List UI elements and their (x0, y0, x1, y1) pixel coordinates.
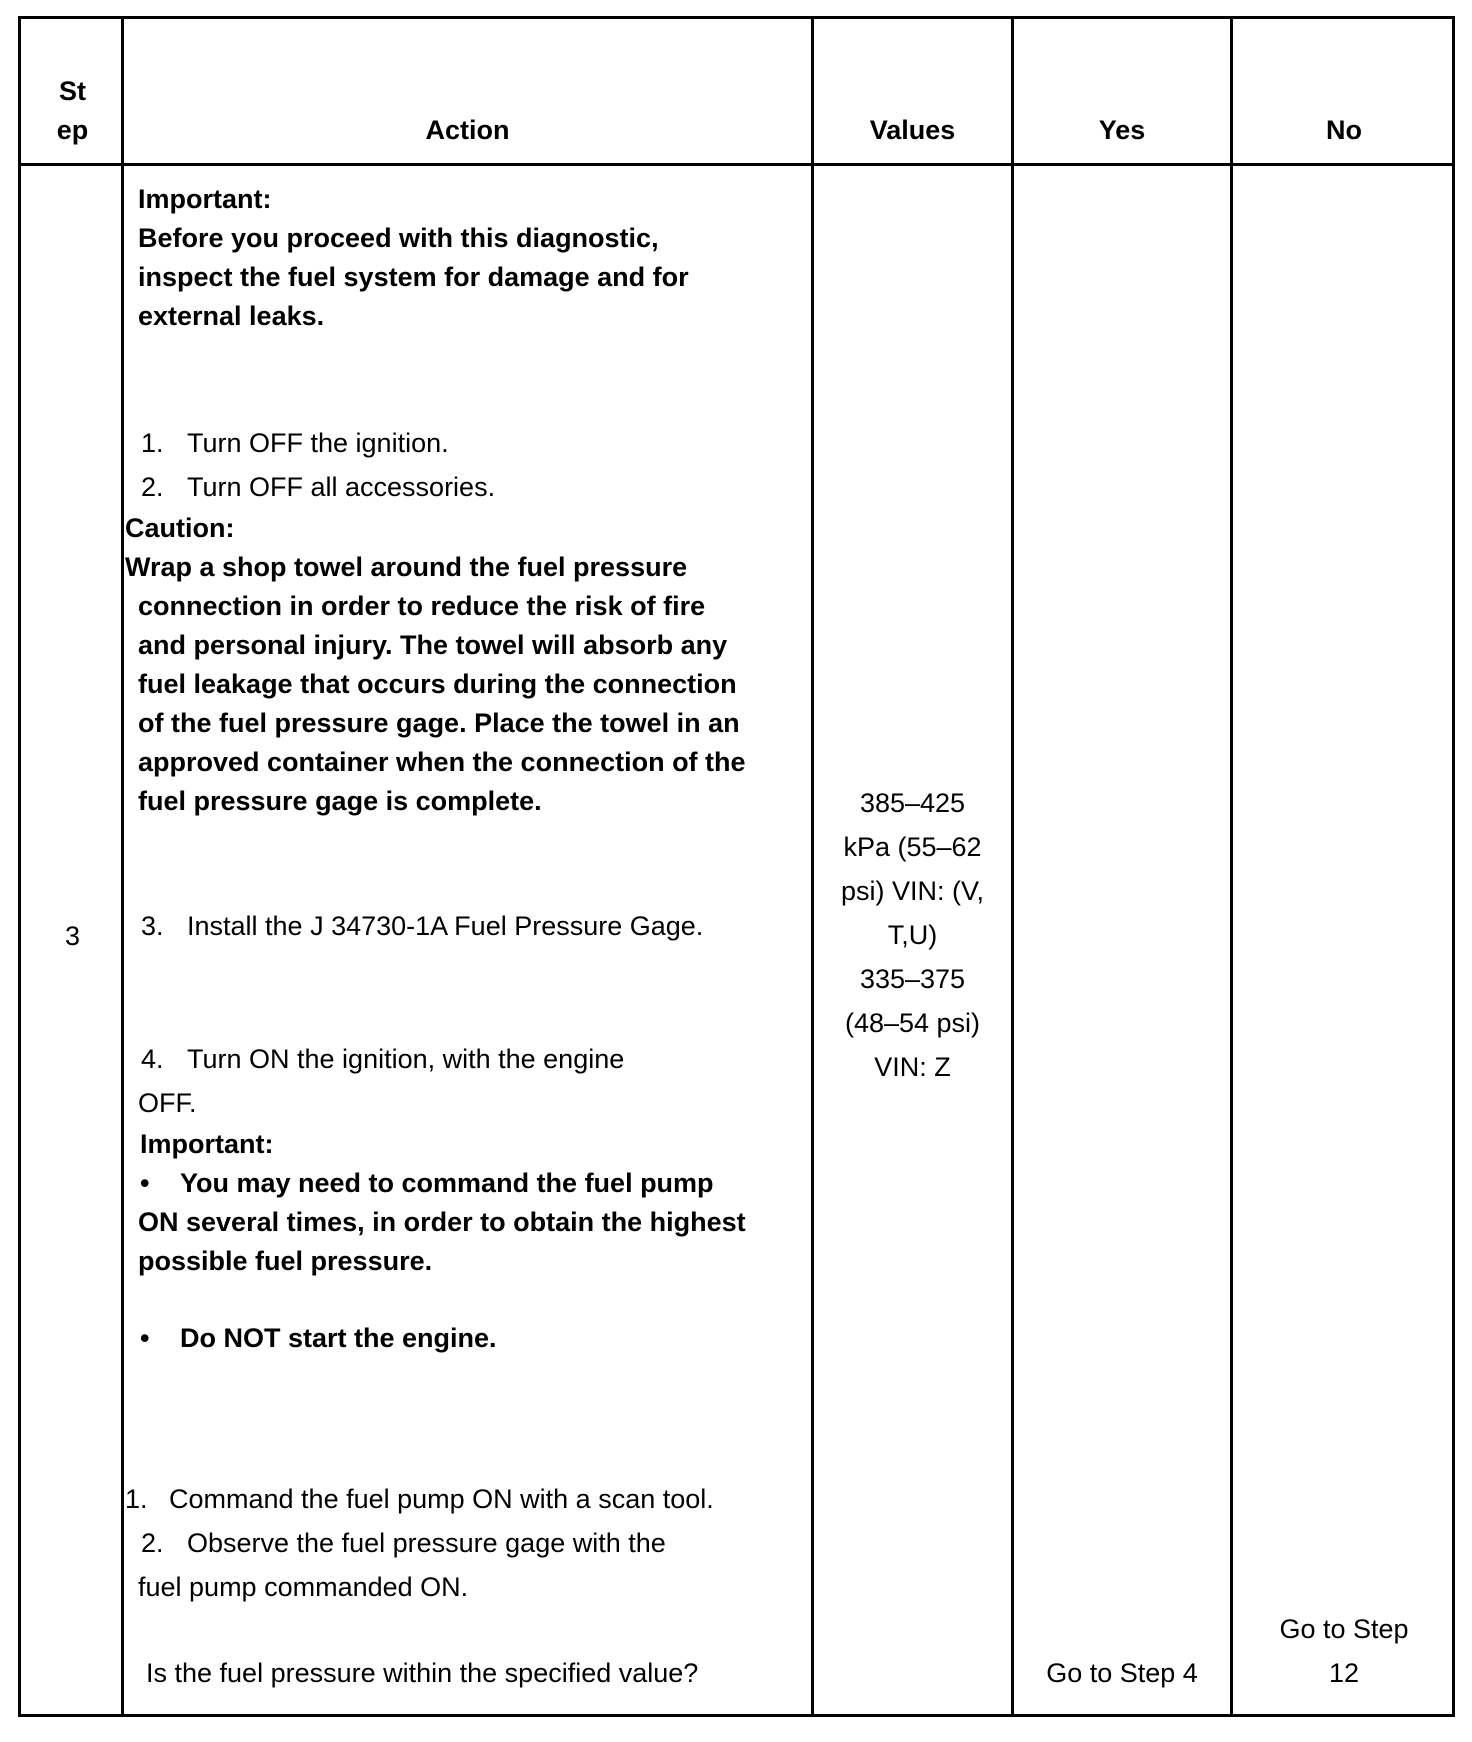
important-line: inspect the fuel system for damage and for (138, 262, 689, 292)
value-line: psi) VIN: (V, (840, 876, 985, 906)
value-line: kPa (55–62 (843, 832, 982, 862)
list-item-continuation: fuel pump commanded ON. (138, 1572, 469, 1602)
list-item (141, 1524, 666, 1563)
list-item (141, 468, 495, 507)
important-title: Important: (138, 184, 272, 214)
header-step-line1: St (59, 76, 86, 106)
list-item-number: 2. (141, 1528, 164, 1558)
list-item-text: Install the J 34730-1A Fuel Pressure Gage. (187, 911, 704, 941)
step-number: 3 (64, 921, 81, 951)
no-action-line2: 12 (1328, 1658, 1360, 1688)
bullet-item (140, 1164, 714, 1203)
list-item-text: Turn OFF all accessories. (187, 472, 496, 502)
value-line: 335–375 (859, 964, 966, 994)
important-line: Before you proceed with this diagnostic, (138, 223, 659, 253)
column-divider-yes (1230, 16, 1233, 1717)
list-item-text: Turn ON the ignition, with the engine (187, 1044, 625, 1074)
bullet-continuation: ON several times, in order to obtain the highest (138, 1207, 746, 1237)
caution-line: fuel pressure gage is complete. (138, 786, 542, 816)
important-line: external leaks. (138, 301, 325, 331)
list-item-number: 3. (141, 911, 164, 941)
bullet-icon: • (140, 1323, 150, 1353)
list-item-text: Observe the fuel pressure gage with the (187, 1528, 666, 1558)
list-item-continuation: OFF. (138, 1088, 197, 1118)
header-yes: Yes (1098, 115, 1146, 145)
list-item-text: Command the fuel pump ON with a scan tool. (169, 1484, 714, 1514)
column-divider-values (1011, 16, 1014, 1717)
bullet-text: Do NOT start the engine. (180, 1323, 497, 1353)
header-action: Action (425, 115, 510, 145)
header-values: Values (869, 115, 956, 145)
important-title: Important: (140, 1129, 274, 1159)
caution-title: Caution: (125, 513, 235, 543)
caution-line: approved container when the connection of the (138, 747, 746, 777)
question: Is the fuel pressure within the specified value? (146, 1658, 699, 1688)
list-item-number: 1. (141, 428, 164, 458)
no-action-line1: Go to Step (1279, 1614, 1409, 1644)
header-no: No (1326, 115, 1362, 145)
header-divider (18, 163, 1455, 166)
list-item-number: 4. (141, 1044, 164, 1074)
header-step-line2: ep (56, 115, 89, 145)
bullet-item (140, 1319, 497, 1358)
caution-line: and personal injury. The towel will absorb any (138, 630, 728, 660)
caution-line: of the fuel pressure gage. Place the towel in an (138, 708, 740, 738)
header-step (24, 72, 121, 150)
column-divider-step (121, 16, 124, 1717)
list-item (125, 1480, 714, 1519)
caution-line: Wrap a shop towel around the fuel pressure (125, 552, 688, 582)
value-line: (48–54 psi) (844, 1008, 981, 1038)
value-line: 385–425 (859, 788, 966, 818)
bullet-continuation: possible fuel pressure. (138, 1246, 433, 1276)
yes-action-link[interactable]: Go to Step 4 (1046, 1658, 1198, 1688)
caution-line: connection in order to reduce the risk of fire (138, 591, 706, 621)
value-line: T,U) (887, 920, 938, 950)
caution-line: fuel leakage that occurs during the connection (138, 669, 737, 699)
list-item (141, 424, 449, 463)
list-item (141, 1040, 624, 1079)
list-item-number: 1. (125, 1484, 148, 1514)
value-line: VIN: Z (874, 1052, 951, 1082)
bullet-text: You may need to command the fuel pump (180, 1168, 714, 1198)
list-item-number: 2. (141, 472, 164, 502)
list-item-text: Turn OFF the ignition. (187, 428, 449, 458)
bullet-icon: • (140, 1168, 150, 1198)
list-item (141, 907, 703, 946)
